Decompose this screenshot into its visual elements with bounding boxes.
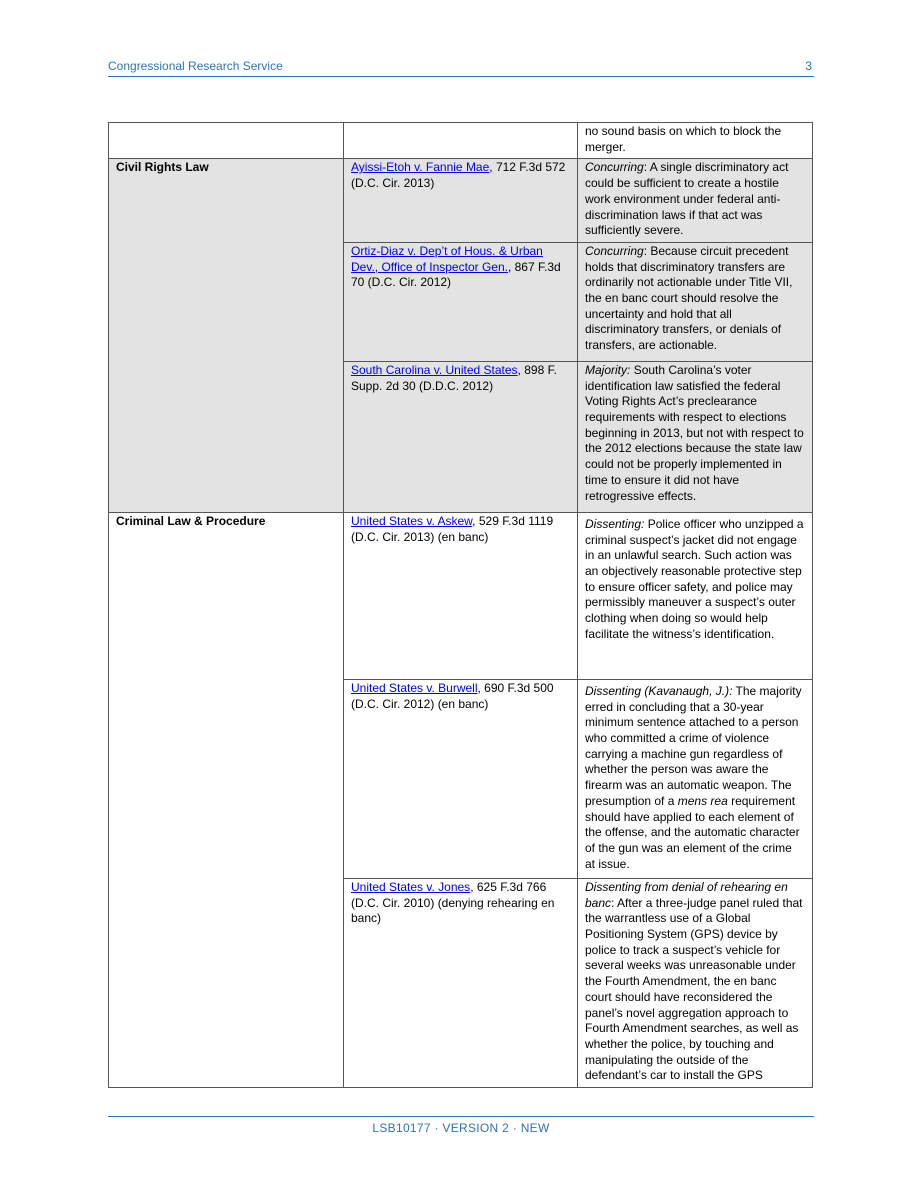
summary-cell bbox=[578, 679, 813, 878]
continuation-text: no sound basis on which to block the merger. bbox=[585, 124, 782, 154]
case-cell bbox=[344, 242, 578, 361]
summary-text: Police officer who unzipped a criminal suspect’s jacket did not engage in an unlawful search. Such action was an objectively reasonable protective step to ensure officer safety, and police may permissibly maneuver a suspect’s outer clothing when doing so would help facilitate the witness’s identification. bbox=[585, 516, 804, 641]
summary-cell bbox=[578, 159, 813, 243]
table-row bbox=[109, 512, 813, 679]
case-citation: , 898 F. Supp. 2d 30 (D.D.C. 2012) bbox=[351, 362, 557, 393]
summary-text: After a three-judge panel ruled that the warrantless use of a Global Positioning System (GPS) device by police to track a suspect’s vehicle for several weeks was unreasonable under the Fourth Amendment, the en banc court should have reconsidered the panel’s novel aggregation approach to Fourth Amendment searches, as well as whether the police, by touching and manipulating the outside of the defendant’s car to install the GPS bbox=[585, 895, 803, 1083]
summary-text: South Carolina’s voter identification law satisfied the federal Voting Rights Act’s preclearance requirements with respect to elections beginning in 2013, but not with respect to the 2012 elections because the state law could not be properly implemented in time to ensure it did not have retrogressive effects. bbox=[585, 362, 804, 503]
case-citation: , 529 F.3d 1119 (D.C. Cir. 2013) (en banc) bbox=[351, 513, 554, 544]
case-link[interactable]: United States v. Jones bbox=[351, 879, 471, 894]
case-cell bbox=[344, 512, 578, 679]
case-citation: , 712 F.3d 572 (D.C. Cir. 2013) bbox=[351, 160, 566, 191]
summary-cell bbox=[578, 123, 813, 159]
area-cell-criminal bbox=[109, 512, 344, 1087]
area-label: Civil Rights Law bbox=[116, 160, 209, 175]
case-citation: , 690 F.3d 500 (D.C. Cir. 2012) (en banc) bbox=[351, 680, 554, 711]
case-cell bbox=[344, 361, 578, 512]
case-citation: , 867 F.3d 70 (D.C. Cir. 2012) bbox=[351, 259, 561, 290]
area-cell bbox=[109, 123, 344, 159]
position-label: Dissenting (Kavanaugh, J.): bbox=[585, 683, 733, 698]
case-link[interactable]: Ortiz-Diaz v. Dep’t of Hous. & Urban Dev., Office of Inspector Gen. bbox=[351, 243, 543, 274]
organization-name: Congressional Research Service bbox=[108, 59, 283, 73]
position-label: Majority: bbox=[585, 362, 631, 377]
summary-emphasis: mens rea bbox=[677, 793, 728, 808]
position-label: Dissenting: bbox=[585, 516, 645, 531]
summary-text: The majority erred in concluding that a 30-year minimum sentence attached to a person who committed a crime of violence carrying a machine gun regardless of whether the person was aware the firearm was an automatic weapon. The presumption of a bbox=[585, 683, 802, 808]
summary-text: requirement should have applied to each element of the offense, and the automatic character of the gun was an element of the crime at issue. bbox=[585, 793, 800, 871]
area-cell-civil-rights bbox=[109, 159, 344, 513]
summary-cell bbox=[578, 242, 813, 361]
case-cell bbox=[344, 878, 578, 1087]
summary-text: Because circuit precedent holds that discriminatory transfers are ordinarily not actionable under Title VII, the en banc court should resolve the uncertainty and hold that all discriminatory transfers, or denials of transfers, are actionable. bbox=[585, 243, 793, 353]
page-number: 3 bbox=[805, 59, 812, 73]
position-label: Concurring bbox=[585, 160, 644, 175]
page-footer bbox=[108, 1116, 814, 1135]
summary-cell bbox=[578, 361, 813, 512]
case-link[interactable]: South Carolina v. United States bbox=[351, 362, 518, 377]
position-separator: : bbox=[611, 895, 618, 910]
case-cell bbox=[344, 679, 578, 878]
summary-text: A single discriminatory act could be sufficient to create a hostile work environment under federal anti-discrimination laws if that act was sufficiently severe. bbox=[585, 160, 789, 238]
case-cell bbox=[344, 159, 578, 243]
case-link[interactable]: Ayissi-Etoh v. Fannie Mae bbox=[351, 160, 490, 175]
case-link[interactable]: United States v. Burwell bbox=[351, 680, 478, 695]
position-separator: : bbox=[643, 243, 651, 258]
cases-table bbox=[108, 122, 813, 1088]
case-citation: , 625 F.3d 766 (D.C. Cir. 2010) (denying rehearing en banc) bbox=[351, 879, 555, 926]
position-label: Concurring bbox=[585, 243, 644, 258]
case-link[interactable]: United States v. Askew bbox=[351, 513, 473, 528]
page-header bbox=[108, 58, 814, 77]
position-label: Dissenting from denial of rehearing en banc bbox=[585, 879, 788, 910]
table-row-continuation bbox=[109, 123, 813, 159]
summary-cell bbox=[578, 512, 813, 679]
area-label: Criminal Law & Procedure bbox=[116, 513, 266, 528]
position-separator: : bbox=[643, 160, 650, 175]
summary-cell bbox=[578, 878, 813, 1087]
document-code: LSB10177 · VERSION 2 · NEW bbox=[372, 1121, 550, 1135]
case-cell bbox=[344, 123, 578, 159]
table-row bbox=[109, 159, 813, 243]
